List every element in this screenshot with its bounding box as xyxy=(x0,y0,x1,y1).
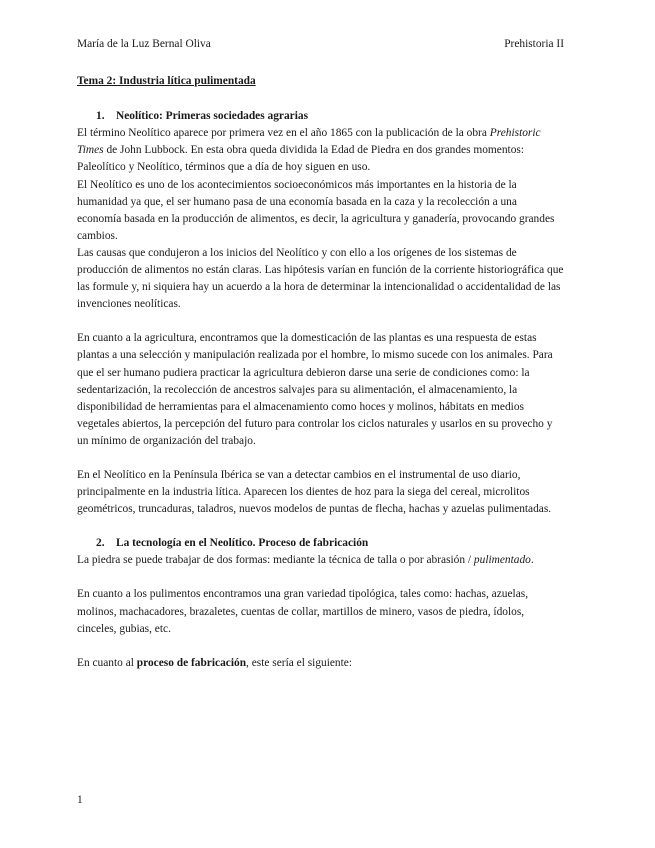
section-1-title: Neolítico: Primeras sociedades agrarias xyxy=(116,110,309,123)
paragraph: En el Neolítico en la Península Ibérica se van a detectar cambios en el instrumental de uso diario, principalmente en la industria lítica. Aparecen los dientes de hoz para la siega del cereal, microlitos geométricos, truncaduras, taladros, nuevos modelos de puntas de flecha, hachas y azuelas pulimentadas. xyxy=(77,468,552,516)
paragraph: En cuanto a la agricultura, encontramos que la domesticación de las plantas es una respuesta de estas plantas a una selección y manipulación realizada por el hombre, lo mismo sucede con los animales. Para que el ser humano pudiera practicar la agricultura debieron darse una serie de condiciones como: la sedentarización, la recolección de ancestros salvajes para su alimentación, el almacenamiento, la disponibilidad de herramientas para el almacenamiento como hoces y molinos, hábitats en medios vegetales abiertos, la percepción del futuro para controlar los ciclos naturales y usarlos en su provecho y un mínimo de organización del trabajo. xyxy=(77,332,553,447)
text-run: El término Neolítico aparece por primera vez en el año 1865 con la publicación de la obra xyxy=(77,127,490,140)
text-run: de John Lubbock. En esta obra queda dividida la Edad de Piedra en dos grandes momentos: Paleolítico y Neolítico, términos que a día de hoy siguen en uso. xyxy=(77,144,524,174)
course-name: Prehistoria II xyxy=(504,38,564,50)
paragraph: En cuanto a los pulimentos encontramos una gran variedad tipológica, tales como: hachas, azuelas, molinos, machacadores, brazaletes, cuentas de collar, martillos de minero, vasos de piedra, ídolos, cinceles, gubias, etc. xyxy=(77,588,529,635)
paragraph xyxy=(77,655,564,672)
text-run: , este sería el siguiente: xyxy=(246,656,353,669)
paragraph: Las causas que condujeron a los inicios del Neolítico y con ello a los orígenes de los sistemas de producción de alimentos no están claras. Las hipótesis varían en función de la corriente historiográfica que las formule y, ni siquiera hay un acuerdo a la hora de determinar la intencionalidad o accidentalidad de las invenciones neolíticas. xyxy=(77,246,564,311)
document-page xyxy=(77,36,564,672)
page-header xyxy=(77,36,564,53)
author-name: María de la Luz Bernal Oliva xyxy=(77,38,211,50)
text-run: La piedra se puede trabajar de dos formas: mediante la técnica de talla o por abrasión / xyxy=(77,554,474,567)
paragraph: El Neolítico es uno de los acontecimientos socioeconómicos más importantes en la historia de la humanidad ya que, el ser humano pasa de una economía basada en la caza y la recolección a una economía basada en la producción de alimentos, es decir, la agricultura y ganadería, provocando grandes cambios. xyxy=(77,178,555,242)
paragraph xyxy=(77,125,564,176)
section-2-title: La tecnología en el Neolítico. Proceso de fabricación xyxy=(116,537,369,550)
strong-text: proceso de fabricación xyxy=(136,656,247,669)
book-title: Prehistoric Times xyxy=(77,127,541,157)
paragraph xyxy=(77,552,564,569)
emphasis: pulimentado xyxy=(473,554,531,567)
text-run: En cuanto al xyxy=(77,656,137,669)
document-title: Tema 2: Industria lítica pulimentada xyxy=(77,75,256,88)
section-1-number: 1. xyxy=(96,110,105,123)
section-1-heading xyxy=(77,108,564,125)
section-2-heading xyxy=(77,535,564,552)
text-run: . xyxy=(530,554,534,567)
section-2-number: 2. xyxy=(96,537,105,550)
page-number: 1 xyxy=(77,794,83,806)
